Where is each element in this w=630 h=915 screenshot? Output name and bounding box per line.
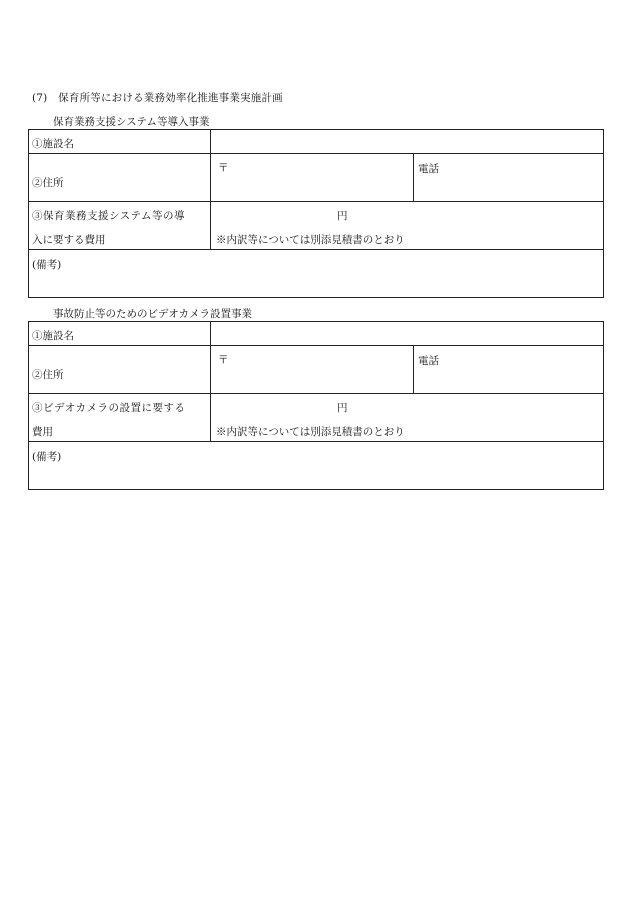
breakdown-note: ※内訳等については別添見積書のとおり — [216, 234, 405, 246]
document-heading: (7) 保育所等における業務効率化推進事業実施計画 — [32, 92, 283, 104]
phone-field[interactable] — [414, 154, 604, 202]
address-label: ②住所 — [32, 177, 64, 189]
address-label-cell — [29, 346, 211, 394]
cost-label-line2: 入に要する費用 — [32, 234, 106, 246]
cost-field[interactable] — [211, 394, 604, 442]
cost-label-cell — [29, 394, 211, 442]
remarks-label: (備考) — [32, 451, 62, 463]
phone-label: 電話 — [418, 355, 439, 367]
form-table-camera — [28, 321, 604, 490]
postal-mark: 〒 — [218, 162, 229, 174]
facility-name-label: ①施設名 — [32, 330, 74, 342]
remarks-label: (備考) — [32, 259, 62, 271]
breakdown-note: ※内訳等については別添見積書のとおり — [216, 426, 405, 438]
address-label: ②住所 — [32, 369, 64, 381]
cost-label-line1: ③保育業務支援システム等の導 — [32, 210, 185, 222]
phone-label: 電話 — [418, 163, 439, 175]
cost-label-cell — [29, 202, 211, 250]
yen-unit: 円 — [337, 402, 348, 414]
facility-name-field[interactable] — [211, 130, 604, 154]
facility-name-label-cell — [29, 130, 211, 154]
cost-label-line2: 費用 — [32, 426, 53, 438]
section-title-system: 保育業務支援システム等導入事業 — [53, 116, 210, 128]
cost-label-line1: ③ビデオカメラの設置に要する — [32, 402, 186, 414]
yen-unit: 円 — [337, 210, 348, 222]
cost-field[interactable] — [211, 202, 604, 250]
facility-name-label: ①施設名 — [32, 138, 74, 150]
remarks-field[interactable] — [29, 442, 604, 490]
facility-name-label-cell — [29, 322, 211, 346]
address-field[interactable] — [211, 154, 414, 202]
remarks-field[interactable] — [29, 250, 604, 298]
postal-mark: 〒 — [218, 354, 229, 366]
section-title-camera: 事故防止等のためのビデオカメラ設置事業 — [53, 308, 252, 320]
facility-name-field[interactable] — [211, 322, 604, 346]
address-field[interactable] — [211, 346, 414, 394]
phone-field[interactable] — [414, 346, 604, 394]
form-table-system — [28, 129, 604, 298]
address-label-cell — [29, 154, 211, 202]
